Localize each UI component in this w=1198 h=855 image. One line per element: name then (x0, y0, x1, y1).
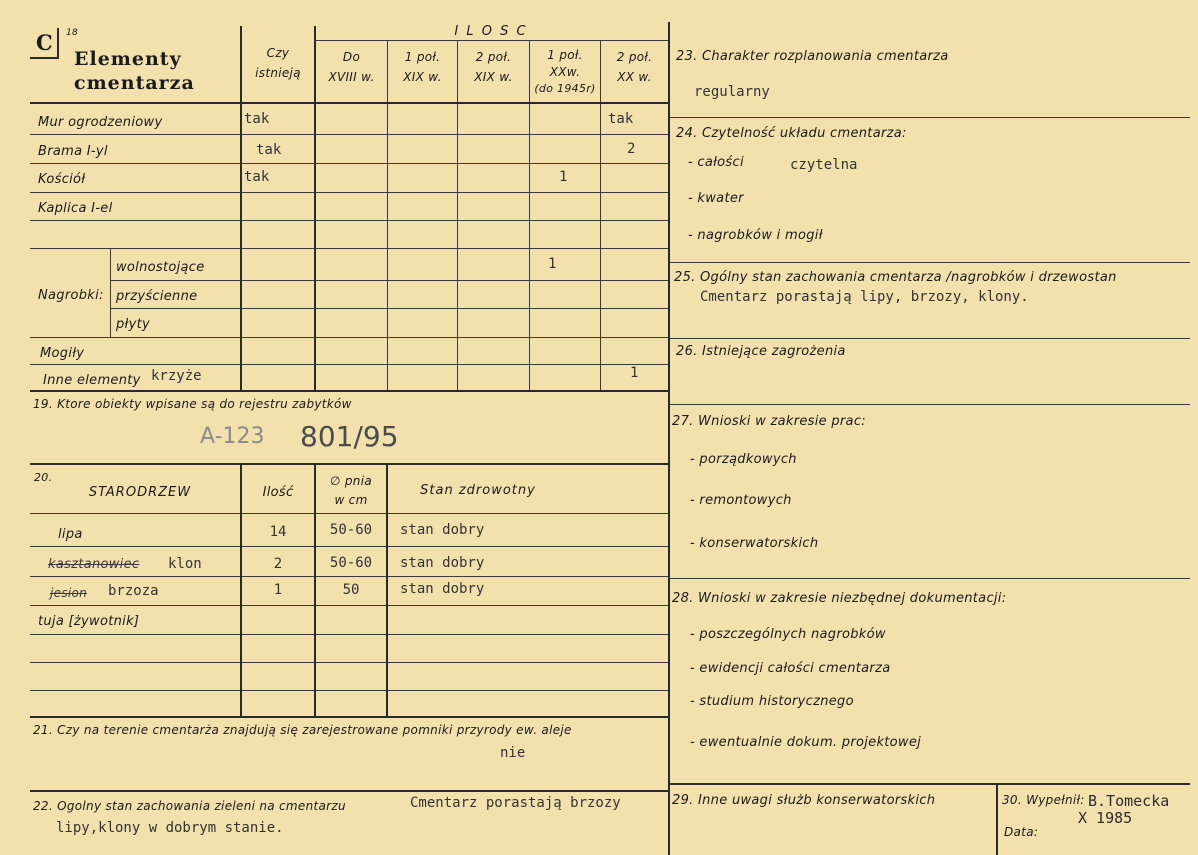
col-do-1: Do (342, 50, 361, 64)
q25-label: 25. Ogólny stan zachowania cmentarza /nagrobków i drzewostan (674, 270, 1117, 285)
row-line (30, 513, 668, 514)
q30-label: 30. Wypełnił: (1002, 793, 1085, 807)
row-line (30, 220, 668, 221)
row-value: 1 (559, 169, 568, 185)
header-bottom-line (30, 102, 668, 104)
row-label: Kościół (38, 172, 86, 187)
q28-item: - ewidencji całości cmentarza (690, 661, 891, 676)
row-line (30, 634, 668, 635)
row-value: tak (608, 111, 634, 127)
q25-answer: Cmentarz porastają lipy, brzozy, klony. (700, 289, 1029, 305)
col-czy-1: Czy (266, 46, 290, 60)
section-underline (30, 57, 58, 59)
section-line (30, 463, 668, 465)
tree-extra: brzoza (108, 583, 159, 599)
section-line (30, 790, 668, 792)
col-1xx-2: XXw. (549, 65, 581, 79)
right-line (670, 578, 1190, 579)
q27-item: - konserwatorskich (690, 536, 819, 551)
row-label: Kaplica I-el (38, 201, 113, 216)
col-1xix-1: 1 poł. (404, 50, 441, 64)
right-line (670, 117, 1190, 118)
row-line (30, 576, 668, 577)
row-czy: krzyże (151, 368, 202, 384)
table-vline (387, 40, 388, 391)
row-label: Brama I-yl (38, 144, 108, 159)
row-line (30, 546, 668, 547)
tree-state: stan dobry (400, 555, 485, 571)
q20-header-ilosc: Ilość (262, 485, 294, 500)
q24-item: - całości (688, 155, 744, 170)
row-line (30, 163, 668, 164)
row-line (30, 134, 668, 135)
tree-trunk: 50-60 (329, 555, 373, 571)
ilosc-line (314, 40, 668, 41)
tree-name: kasztanowiec (48, 557, 140, 572)
q24-label: 24. Czytelność układu cmentarza: (676, 126, 907, 141)
tree-count: 14 (269, 524, 287, 540)
row-line (30, 605, 668, 606)
q19-label: 19. Ktore obiekty wpisane są do rejestru zabytków (33, 397, 352, 411)
q30-date: X 1985 (1078, 809, 1133, 827)
tree-name: tuja [żywotnik] (38, 614, 140, 629)
q26-label: 26. Istniejące zagrożenia (676, 344, 846, 359)
row-value: 1 (548, 256, 557, 272)
q28-item: - studium historycznego (690, 694, 854, 709)
tree-name: lipa (58, 527, 83, 542)
row-line (30, 390, 668, 392)
section-number: 18 (66, 28, 79, 38)
q23-label: 23. Charakter rozplanowania cmentarza (676, 49, 949, 64)
q22-answer-2: lipy,klony w dobrym stanie. (56, 820, 284, 836)
q21-label: 21. Czy na terenie cmentarża znajdują się zarejestrowane pomniki przyrody ew. aleje (33, 723, 572, 737)
col-1xx-3: (do 1945r) (534, 82, 596, 95)
col-2xx-1: 2 poł. (616, 50, 653, 64)
tree-count: 2 (273, 556, 283, 572)
tree-state: stan dobry (400, 581, 485, 597)
q24-answer: czytelna (790, 157, 858, 173)
row-line (30, 337, 668, 338)
row-line (30, 690, 668, 691)
q27-item: - remontowych (690, 493, 792, 508)
q30-date-label: Data: (1004, 825, 1039, 839)
row-label: wolnostojące (116, 260, 205, 275)
title-line1: Elementy (74, 48, 182, 70)
section-line (30, 716, 668, 718)
row-value: 1 (630, 365, 639, 381)
right-line (670, 783, 1190, 785)
row-line (30, 248, 668, 249)
row-line (30, 364, 668, 365)
right-vline (996, 783, 998, 855)
row-line (110, 280, 668, 281)
q22-label: 22. Ogolny stan zachowania zieleni na cmentarzu (33, 799, 346, 813)
row-label: Mogiły (40, 346, 85, 361)
row-czy: tak (244, 169, 270, 185)
col-1xx-1: 1 poł. (547, 48, 583, 62)
col-do-2: XVIII w. (328, 70, 375, 84)
q20-header-pien: ∅ pnia (330, 474, 372, 488)
ilosc-header: I L O S C (454, 24, 528, 39)
q30-name: B.Tomecka (1088, 792, 1170, 810)
q24-item: - kwater (688, 191, 744, 206)
center-divider (668, 22, 670, 855)
table-vline (600, 40, 601, 391)
tree-trunk: 50 (342, 582, 360, 598)
right-line (670, 338, 1190, 339)
row-czy: tak (244, 111, 270, 127)
q20-header-stan: Stan zdrowotny (420, 483, 536, 498)
q20-number: 20. (34, 471, 53, 484)
right-line (670, 404, 1190, 405)
table-vline (457, 40, 458, 391)
row-line (30, 662, 668, 663)
q28-label: 28. Wnioski w zakresie niezbędnej dokumentacji: (672, 591, 1007, 606)
q23-answer: regularny (694, 84, 770, 100)
nagrobki-label: Nagrobki: (38, 288, 104, 303)
tree-count: 1 (273, 582, 283, 598)
tree-trunk: 50-60 (329, 522, 373, 538)
q27-label: 27. Wnioski w zakresie prac: (672, 414, 866, 429)
q20-header-cm: w cm (334, 493, 368, 507)
q24-item: - nagrobków i mogił (688, 228, 823, 243)
q28-item: - poszczególnych nagrobków (690, 627, 886, 642)
col-czy-2: istnieją (255, 66, 301, 80)
row-label: przyścienne (116, 289, 198, 304)
tree-name: jesion (50, 586, 88, 600)
col-2xx-2: XX w. (617, 70, 652, 84)
q27-item: - porządkowych (690, 452, 797, 467)
row-czy: tak (256, 142, 282, 158)
section-letter: C (36, 30, 54, 55)
section-mark (57, 28, 59, 59)
q19-register-number: 801/95 (300, 420, 399, 453)
tree-state: stan dobry (400, 522, 485, 538)
q19-stamp: A-123 (200, 424, 265, 449)
col-1xix-2: XIX w. (403, 70, 442, 84)
row-label: Inne elementy (43, 373, 141, 388)
q21-answer: nie (500, 745, 526, 761)
table-vline (386, 463, 388, 716)
col-2xix-1: 2 poł. (475, 50, 512, 64)
row-line (30, 192, 668, 193)
row-label: Mur ogrodzeniowy (38, 115, 163, 130)
title-line2: cmentarza (74, 72, 195, 94)
tree-extra: klon (168, 556, 202, 572)
col-2xix-2: XIX w. (474, 70, 513, 84)
q22-answer-1: Cmentarz porastają brzozy (410, 795, 621, 811)
row-label: płyty (116, 317, 150, 332)
nagrobki-vline (110, 248, 111, 337)
q29-label: 29. Inne uwagi służb konserwatorskich (672, 793, 936, 808)
right-line (670, 262, 1190, 263)
q28-item: - ewentualnie dokum. projektowej (690, 735, 922, 750)
row-line (110, 308, 668, 309)
q20-header-starodrzew: STARODRZEW (88, 485, 192, 500)
row-value: 2 (627, 141, 636, 157)
